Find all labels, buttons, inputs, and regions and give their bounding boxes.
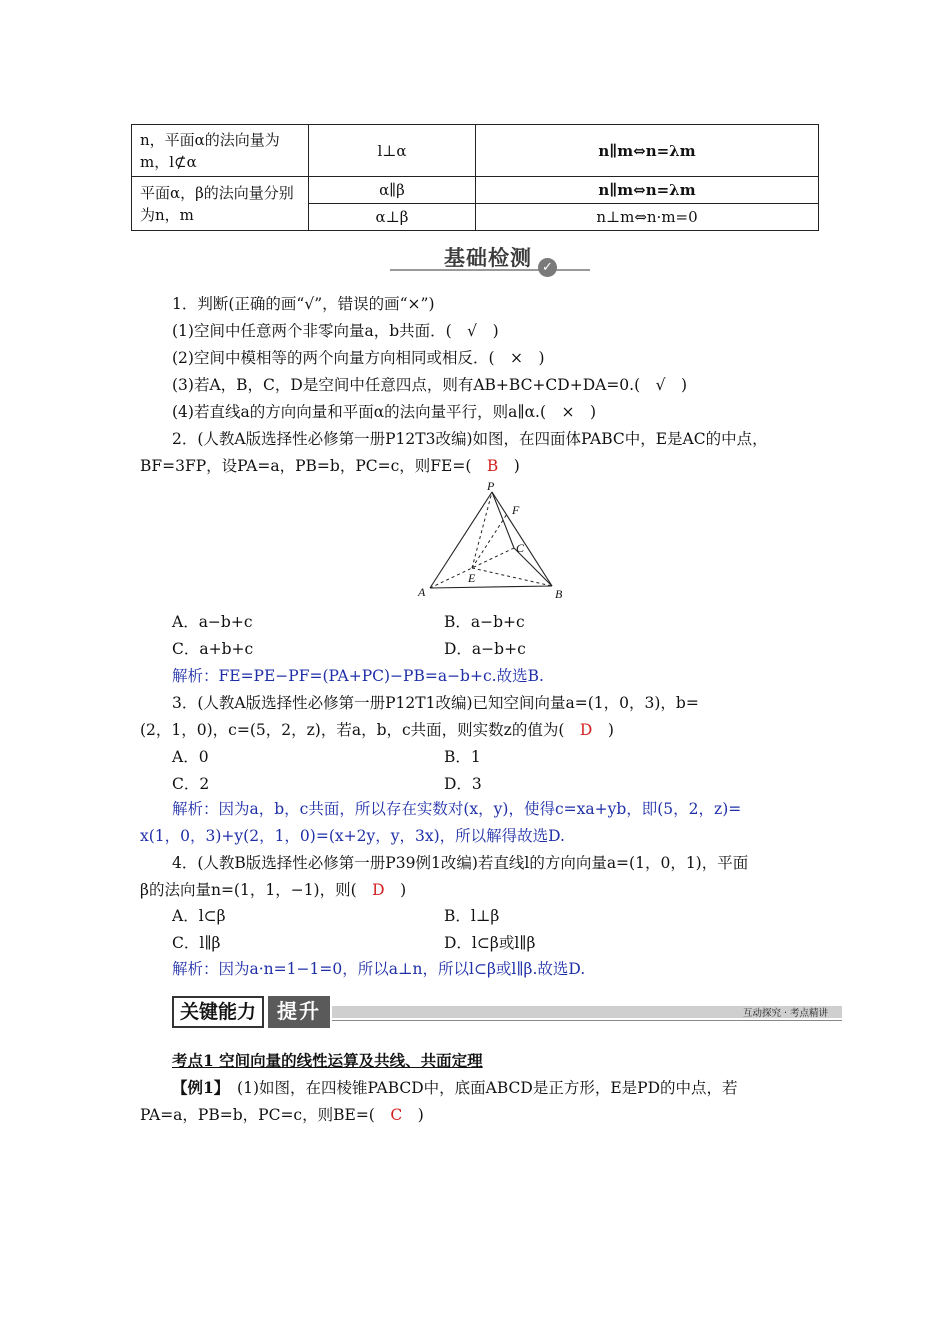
table-cell: n⊥m⇔n·m=0 [476, 204, 819, 231]
q4-option-d: D．l⊂β或l∥β [444, 934, 536, 952]
stem-close: ) [592, 721, 614, 739]
answer-letter: B [486, 457, 499, 475]
q3-line1: 3．(人教A版选择性必修第一册P12T1改编)已知空间向量a=(1，0，3)，b= [172, 694, 699, 712]
q3-solution-1: 解析：因为a，b，c共面，所以存在实数对(x，y)，使得c=xa+yb，即(5，2，z)= [172, 800, 742, 818]
table-row [132, 177, 819, 204]
label-f: F [512, 503, 520, 517]
table-cell: α⊥β [309, 204, 476, 231]
q3-line2 [140, 719, 614, 741]
stem-close: ) [402, 1106, 424, 1124]
stem-text: BF=3FP，设PA=a，PB=b，PC=c，则FE=( [140, 457, 487, 475]
table-cell: 平面α，β的法向量分别为n，m [132, 177, 309, 231]
q1-item-3 [172, 374, 687, 396]
tetrahedron-figure [412, 478, 572, 604]
item-mark: √ [467, 322, 478, 340]
q3-option-d: D．3 [444, 775, 482, 793]
segment-eb [472, 568, 552, 586]
example-text: (1)如图，在四棱锥PABCD中，底面ABCD是正方形，E是PD的中点，若 [221, 1079, 738, 1097]
example1-line2 [140, 1104, 424, 1126]
q1-stem: 1．判断(正确的画“√”，错误的画“×”) [172, 295, 435, 313]
example1-line1 [172, 1077, 738, 1099]
q4-option-b: B．l⊥β [444, 907, 500, 925]
item-mark: × [510, 349, 524, 367]
section-header-subtitle: 互动探究 · 考点精讲 [742, 1008, 828, 1019]
item-close: ) [574, 403, 597, 421]
properties-table [131, 124, 819, 231]
item-mark: × [561, 403, 575, 421]
edge-ab [430, 586, 552, 588]
q3-solution-2: x(1，0，3)+y(2，1，0)=(x+2y，y，3x)，所以解得故选D. [140, 827, 565, 845]
q2-line2 [140, 455, 520, 477]
item-text: (3)若A，B，C，D是空间中任意四点，则有AB+BC+CD+DA=0.( [172, 376, 656, 394]
label-p: P [487, 479, 495, 493]
section-header-left: 关键能力 [172, 996, 264, 1028]
q1-item-4 [172, 401, 596, 423]
q4-solution: 解析：因为a·n=1−1=0，所以a⊥n，所以l⊂β或l∥β.故选D. [172, 960, 586, 978]
section-header-right: 提升 [268, 996, 330, 1028]
table-cell: l⊥α [309, 125, 476, 177]
stem-close: ) [498, 457, 520, 475]
stem-text: (2，1，0)，c=(5，2，z)，若a，b，c共面，则实数z的值为( [140, 721, 580, 739]
example-tag: 【例1】 [172, 1078, 222, 1097]
q2-line1: 2．(人教A版选择性必修第一册P12T3改编)如图，在四面体PABC中，E是AC的中点， [172, 430, 768, 448]
answer-letter: D [372, 881, 385, 899]
segment-ef [472, 514, 507, 568]
edge-pc [492, 492, 514, 548]
answer-letter: C [390, 1106, 403, 1124]
q2-option-d: D．a−b+c [444, 640, 526, 658]
table-cell: n，平面α的法向量为m，l⊄α [132, 125, 309, 177]
item-text: (4)若直线a的方向向量和平面α的法向量平行，则a∥α.( [172, 403, 562, 421]
q3-option-c: C．2 [172, 775, 210, 793]
table-cell: α∥β [309, 177, 476, 204]
q4-line1: 4．(人教B版选择性必修第一册P39例1改编)若直线l的方向向量a=(1，0，1)，平面 [172, 854, 749, 872]
edge-pa [430, 492, 492, 588]
label-a: A [418, 585, 426, 599]
item-close: ) [523, 349, 545, 367]
table-row [132, 125, 819, 177]
item-close: ) [477, 322, 499, 340]
q3-option-b: B．1 [444, 748, 481, 766]
q3-option-a: A．0 [172, 748, 209, 766]
answer-letter: D [579, 721, 593, 739]
check-icon: ✓ [538, 258, 557, 277]
item-close: ) [665, 376, 688, 394]
section-header-key-ability [172, 996, 842, 1028]
label-c: C [516, 541, 525, 555]
table-cell: n∥m⇔n=λm [476, 125, 819, 177]
q4-option-a: A．l⊂β [172, 907, 226, 925]
section-title: 基础检测 [444, 246, 532, 270]
q2-solution: 解析：FE=PE−PF=(PA+PC)−PB=a−b+c.故选B. [172, 667, 544, 685]
q1-item-2 [172, 347, 545, 369]
segment-ep [472, 492, 492, 568]
table-cell: n∥m⇔n=λm [476, 177, 819, 204]
q1-item-1 [172, 320, 499, 342]
item-text: (1)空间中任意两个非零向量a，b共面．( [172, 322, 468, 340]
q4-line2 [140, 879, 406, 901]
label-b: B [555, 587, 563, 601]
label-e: E [468, 571, 476, 585]
q2-option-b: B．a−b+c [444, 613, 525, 631]
q2-option-a: A．a−b+c [172, 613, 253, 631]
q2-option-c: C．a+b+c [172, 640, 254, 658]
header-bar-line [332, 1020, 842, 1021]
item-text: (2)空间中模相等的两个向量方向相同或相反．( [172, 349, 511, 367]
topic-title: 考点1 空间向量的线性运算及共线、共面定理 [172, 1051, 483, 1070]
section-banner-basic-test [390, 238, 590, 278]
item-mark: √ [655, 376, 666, 394]
edge-pb [492, 492, 552, 586]
stem-close: ) [384, 881, 407, 899]
q4-option-c: C．l∥β [172, 934, 221, 952]
stem-text: PA=a，PB=b，PC=c，则BE=( [140, 1106, 391, 1124]
stem-text: β的法向量n=(1，1，−1)，则( [140, 881, 373, 899]
